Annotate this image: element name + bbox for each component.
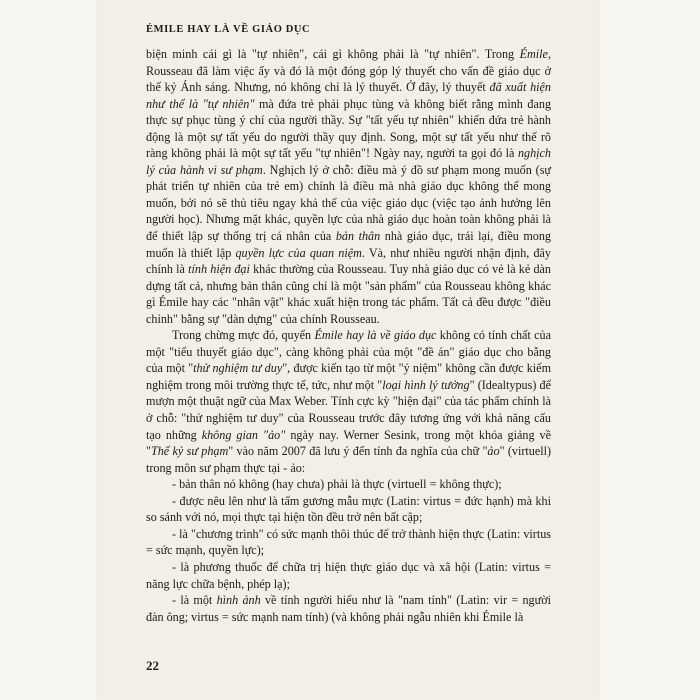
bullet-paragraph [146,559,551,592]
text-run: biện minh cái gì là "tự nhiên", cái gì không phải là "tự nhiên". Trong [146,47,520,61]
text-run: ", được kiến tạo từ một "ý niệm" không cần được kiểm nghiệm trong môi trường thực tế, tức, như một " [146,361,552,392]
text-run: nhà giáo dục, trái lại, điều mong muốn là thiết lập [146,229,551,260]
bullet-paragraph [146,592,551,625]
text-run: " vào năm 2007 đã lưu ý đến tính đa nghĩa của chữ " [228,444,488,459]
italic-text: Thế kỷ sư phạm [150,444,229,459]
body-text [146,46,551,625]
italic-text: Émile hay là về giáo dục [314,328,437,343]
running-head: ÉMILE HAY LÀ VỀ GIÁO DỤC [146,24,311,35]
text-run: - được nêu lên như là tấm gương mẫu mực (Latin: virtus = đức hạnh) mà khi so sánh với nó, mọi thực tại hiện tồn đều trở nên bất cập; [146,493,551,525]
text-run: . Và, như nhiều người nhận định, đây chính là [146,245,551,277]
text-run: - là "chương trình" có sức mạnh thôi thúc để trở thành hiện thực (Latin: virtus = sức mạnh, quyền lực); [146,526,551,558]
text-run: - là một [172,593,217,608]
italic-text: hình ảnh [216,593,261,608]
italic-text: ảo [487,444,500,459]
text-run: - bản thân nó không (hay chưa) phải là thực (virtuell = không thực); [172,477,502,492]
italic-text: thử nghiệm tư duy [193,361,283,376]
text-run: " (Idealtypus) để mượn một thuật ngữ của Max Weber. Tính cực kỳ "hiện đại" của tác phẩm chính là ở chỗ: "thử nghiệm tư duy" của Rousseau trước đây tương ứng với khả năng cấu tạo những [146,377,551,442]
text-run: - là phương thuốc để chữa trị hiện thực giáo dục và xã hội (Latin: virtus = năng lực chữa bệnh, phép lạ); [146,559,551,591]
italic-text: tính hiện đại [188,262,250,277]
text-run: ngày nay. Werner Sesink, trong một khóa giảng về " [146,427,551,459]
text-run: về tính người hiểu như là "nam tính" (Latin: vir = người đàn ông; virtus = sức mạnh nam tính) (và không phải ngẫu nhiên khi Émile là [146,593,551,624]
paragraph [146,46,551,327]
text-run: mà đứa trẻ phải phục tùng và không biết rằng mình đang thực sự phục tùng ý chí của người thầy. Sự "tất yếu tự nhiên" khiến đứa trẻ hành động là một sự tất yếu do người thầy quy định. Song, một sự tất yếu như thế rõ ràng không phải là một sự tất yếu "tự nhiên"! Ngày nay, người ta gọi đó là [146,96,552,161]
text-run: khác thường của Rousseau. Tuy nhà giáo dục có vẻ là kẻ dàn dựng tất cả, nhưng bản thân cũng chỉ là một "sản phẩm" của Rousseau không khác gì Émile hay các "nhân vật" khác xuất hiện trong tác phẩm. Tất cả đều được "điều chỉnh" bằng sự "dàn dựng" của chính Rousseau. [146,262,552,326]
italic-text: bản thân [335,229,381,244]
book-page [98,0,598,700]
italic-text: quyền lực của quan niệm [235,245,362,260]
italic-text: không gian "ảo" [201,427,286,442]
italic-text: Émile [519,47,548,61]
italic-text: nghịch lý của hành vi sư phạm [146,146,551,177]
bullet-paragraph [146,526,551,559]
bullet-paragraph [146,476,551,493]
italic-text: loại hình lý tưởng [382,377,470,392]
paragraph [146,327,551,476]
page-number: 22 [146,658,159,673]
text-run: , Rousseau đã làm việc ấy và đó là một đóng góp lý thuyết cho vấn đề giáo dục ở thế kỷ Ánh sáng. Nhưng, nó không chỉ là lý thuyết. Ở đây, lý thuyết [146,47,551,95]
text-run: không có tính chất của một "tiểu thuyết giáo dục", càng không phải của một "đề án" giáo dục cho bằng của một " [146,328,551,376]
italic-text: đã xuất hiện như thể là "tự nhiên" [146,80,551,111]
text-run: Trong chừng mực đó, quyển [172,328,315,343]
text-run: " (virtuell) trong môn sư phạm thực tại - ảo: [146,444,551,475]
text-run: . Nghịch lý ở chỗ: điều mà ý đồ sư phạm mong muốn (sự phát triển tự nhiên của trẻ em) chính là điều mà nhà giáo dục không thể mong muốn, bởi nó sẽ thủ tiêu ngay khả thể của việc giáo dục (việc tạo ảnh hưởng lên người học). Nhưng mặt khác, quyền lực của nhà giáo dục hoàn toàn không phải là để thiết lập sự thống trị cá nhân của [146,162,551,244]
bullet-paragraph [146,493,551,526]
